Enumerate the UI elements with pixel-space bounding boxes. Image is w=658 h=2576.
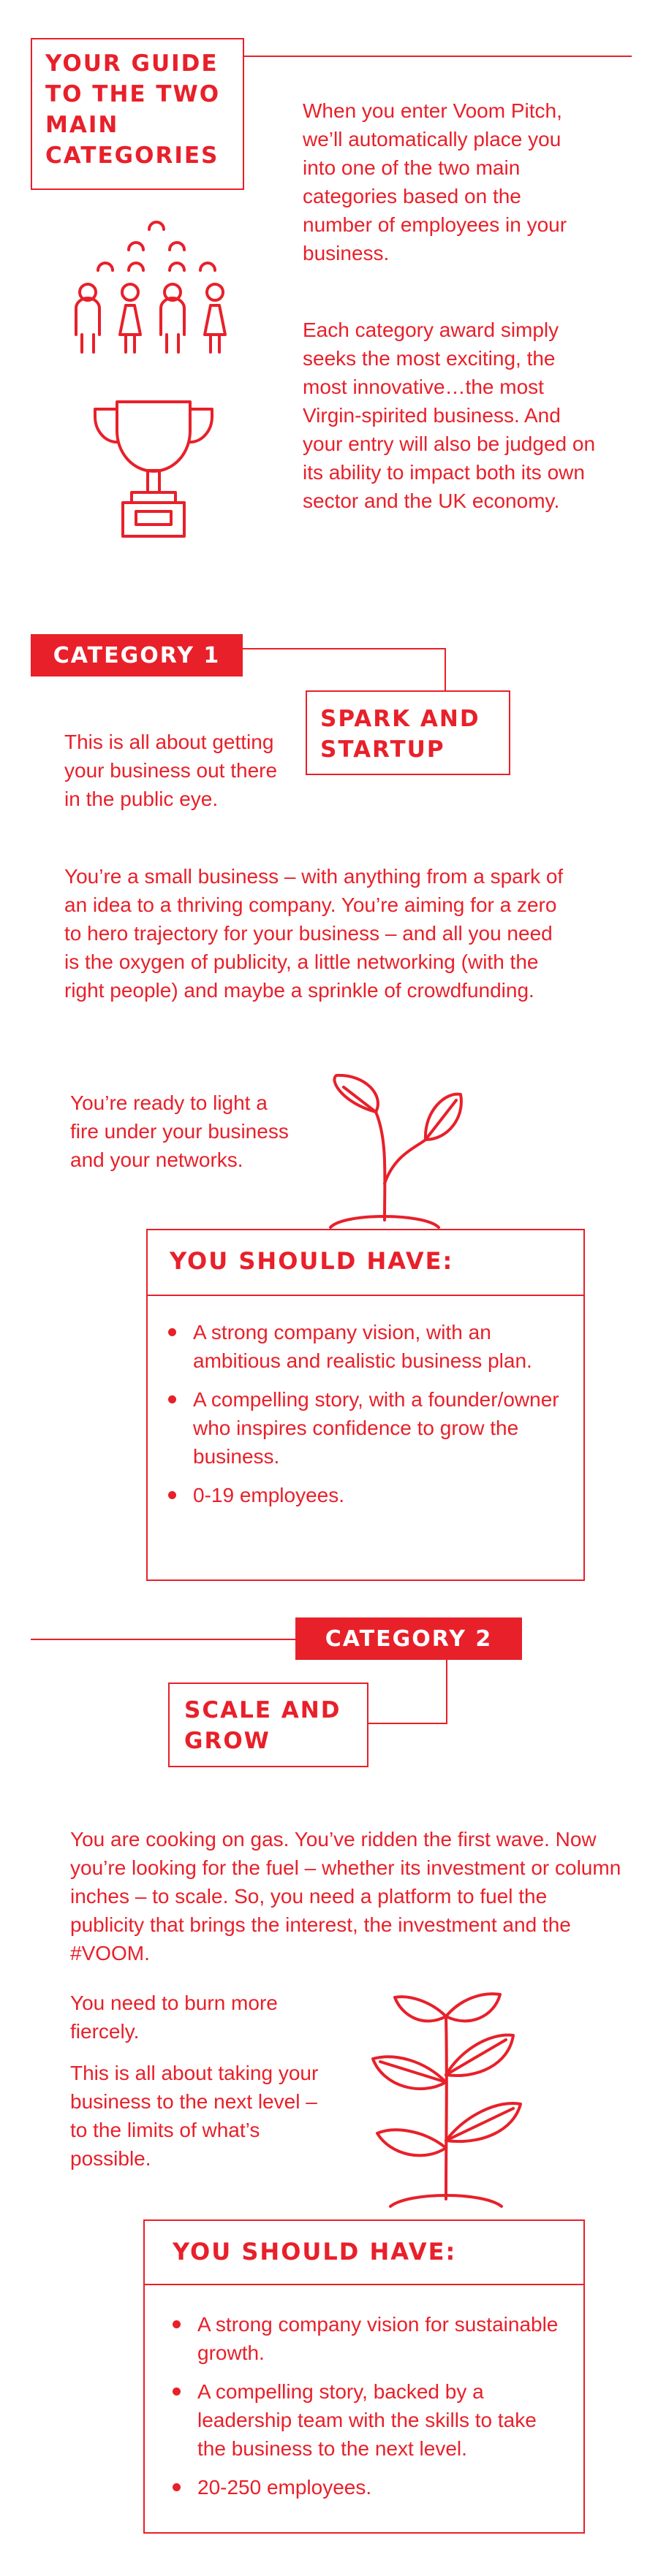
small-plant-icon [314, 1074, 490, 1242]
trophy-icon [88, 395, 219, 541]
category-1-connector-v [445, 648, 446, 692]
category-2-body: You are cooking on gas. You’ve ridden the first wave. Now you’re looking for the fuel – whether its investment or column inches – to scale. So, you need a platform to fuel the publicity that brings the interest, the investment and the #VOOM. [70, 1828, 621, 1965]
category-1-tag: CATEGORY 1 [31, 634, 243, 677]
intro-title: YOUR GUIDE TO THE TWO MAIN CATEGORIES [45, 50, 221, 169]
category-2-tag: CATEGORY 2 [295, 1617, 522, 1660]
category-2-connector-left [31, 1639, 295, 1640]
list-item: A strong company vision, with an ambitious and realistic business plan. [165, 1318, 575, 1375]
large-plant-icon [351, 1987, 541, 2221]
intro-title-connector [244, 56, 632, 57]
intro-paragraph-1: When you enter Voom Pitch, we’ll automatically place you into one of the two main categories based on the number of employees in your business. [303, 99, 567, 264]
category-2-requirements-title: YOU SHOULD HAVE: [173, 2238, 457, 2266]
intro-paragraph-2: Each category award simply seeks the most exciting, the most innovative…the most Virgin-spirited business. And your entry will also be judged on its ability to impact both its own sector and the UK economy. [303, 319, 596, 512]
category-2-requirements-divider [143, 2284, 585, 2285]
list-item: 20-250 employees. [170, 2473, 564, 2501]
list-item: A compelling story, with a founder/owner who inspires confidence to grow the business. [165, 1385, 575, 1471]
category-1-name: SPARK AND STARTUP [320, 706, 480, 763]
category-1-aside: You’re ready to light a fire under your business and your networks. [70, 1091, 289, 1171]
category-2-connector-v [446, 1660, 447, 1724]
category-1-requirements-list [165, 1318, 575, 1520]
category-1-connector-h [243, 648, 446, 649]
category-2-aside-2: This is all about taking your business to the next level – to the limits of what’s possible. [70, 2062, 319, 2170]
category-1-body: You’re a small business – with anything from a spark of an idea to a thriving company. You’re aiming for a zero to hero trajectory for your business – and all you need is the oxygen of publicity, a little networking (with the right people) and maybe a sprinkle of crowdfunding. [64, 865, 564, 1002]
category-2-aside-1: You need to burn more fiercely. [70, 1992, 278, 2043]
people-icon [66, 212, 241, 365]
category-2-requirements-list [170, 2310, 564, 2512]
category-2-connector-h [367, 1723, 447, 1724]
list-item: A compelling story, backed by a leadership team with the skills to take the business to the next level. [170, 2377, 564, 2463]
category-1-requirements-title: YOU SHOULD HAVE: [170, 1247, 454, 1275]
category-1-requirements-divider [146, 1295, 585, 1296]
list-item: A strong company vision for sustainable growth. [170, 2310, 564, 2367]
list-item: 0-19 employees. [165, 1481, 575, 1509]
category-2-name: SCALE AND GROW [184, 1697, 341, 1754]
category-1-lead: This is all about getting your business out there in the public eye. [64, 731, 278, 810]
